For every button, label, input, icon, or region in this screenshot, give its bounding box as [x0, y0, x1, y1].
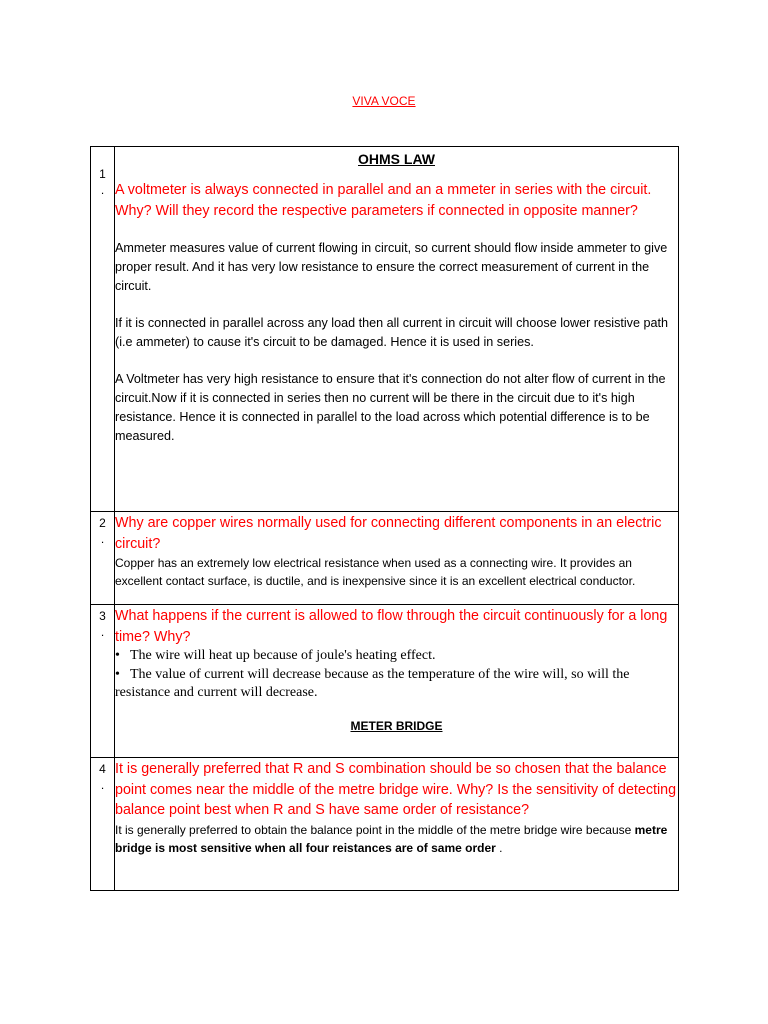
question-text: Why are copper wires normally used for connecting different components in an electric circuit?: [115, 515, 662, 552]
table-row: [91, 147, 679, 512]
row-content-cell: [115, 512, 679, 605]
table-row: [91, 605, 679, 758]
section-title: OHMS LAW: [358, 151, 435, 167]
answer-tail: .: [495, 840, 503, 855]
answer-paragraph: A Voltmeter has very high resistance to ensure that it's connection do not alter flow of current in the circuit.Now if it is connected in series then no current will be there in the circuit due to it's high resistance. Hence it is connected in parallel to the load across which potential difference is to be measured.: [115, 372, 666, 443]
table-row: [91, 758, 679, 891]
section-title: METER BRIDGE: [350, 718, 443, 733]
row-number: 3: [99, 609, 106, 623]
answer-paragraph: [115, 821, 678, 857]
bullet-icon: •: [115, 666, 120, 682]
row-number-cell: [91, 605, 115, 758]
row-number-cell: [91, 758, 115, 891]
row-content-cell: [115, 758, 679, 891]
document-title: VIVA VOCE: [352, 94, 416, 108]
bullet-item: [115, 647, 678, 666]
bullet-text: The wire will heat up because of joule's heating effect.: [130, 648, 436, 663]
row-content-cell: [115, 147, 679, 512]
row-number-cell: [91, 147, 115, 512]
answer-text: It is generally preferred to obtain the balance point in the middle of the metre bridge wire because: [115, 822, 635, 837]
question-text: What happens if the current is allowed to flow through the circuit continuously for a long time? Why?: [115, 608, 668, 645]
row-number: 4: [99, 762, 106, 776]
row-number-dot: .: [100, 532, 105, 546]
row-number-dot: .: [100, 625, 105, 639]
row-content-cell: [115, 605, 679, 758]
table-row: [91, 512, 679, 605]
row-number-dot: .: [100, 183, 105, 197]
viva-table: [90, 146, 679, 891]
row-number-dot: .: [100, 778, 105, 792]
answer-paragraph: Copper has an extremely low electrical resistance when used as a connecting wire. It provides an excellent contact surface, is ductile, and is inexpensive since it is an excellent electrical conductor.: [115, 556, 636, 588]
question-text: A voltmeter is always connected in parallel and an a mmeter in series with the circuit. Why? Will they record the respective parameters if connected in opposite manner?: [115, 182, 652, 219]
row-number: 1: [99, 167, 106, 181]
answer-paragraph: If it is connected in parallel across any load then all current in circuit will choose lower resistive path (i.e ammeter) to cause it's circuit to be damaged. Hence it is used in series.: [115, 316, 668, 349]
bullet-text: The value of current will decrease because as the temperature of the wire will, so will the resistance and current will decrease.: [115, 666, 630, 700]
bullet-icon: •: [115, 648, 120, 663]
bullet-item: [115, 666, 678, 703]
answer-paragraph: Ammeter measures value of current flowing in circuit, so current should flow inside ammeter to give proper result. And it has very low resistance to ensure the correct measurement of current in the circuit.: [115, 241, 668, 293]
answer-emphasis: metre bridge is most sensitive when all four reistances are of same order: [115, 822, 668, 855]
row-number: 2: [99, 516, 106, 530]
row-number-cell: [91, 512, 115, 605]
question-text: It is generally preferred that R and S combination should be so chosen that the balance point comes near the middle of the metre bridge wire. Why? Is the sensitivity of detecting balance point best when R and S have same order of resistance?: [115, 761, 677, 818]
